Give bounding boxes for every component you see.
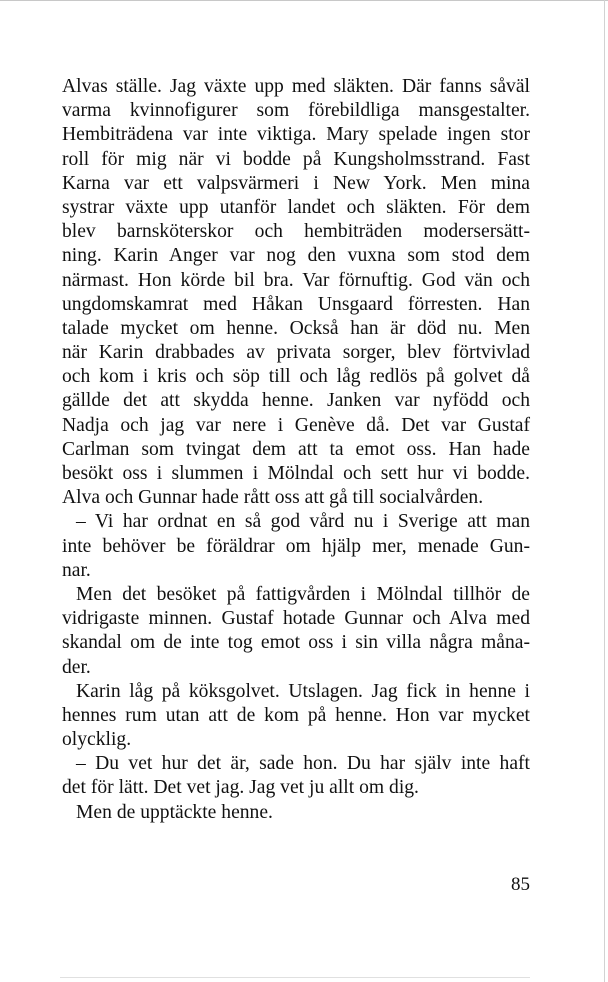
page-edge-top bbox=[0, 0, 608, 1]
text-line: systrar växte upp utanför landet och släkten. För dem bbox=[62, 196, 530, 218]
text-line: – Du vet hur det är, sade hon. Du har själv inte haft bbox=[76, 753, 530, 775]
text-line: gällde det att skydda henne. Janken var nyfödd och bbox=[62, 390, 530, 412]
text-line: Karna var ett valpsvärmeri i New York. Men mina bbox=[62, 172, 530, 194]
page-edge-right bbox=[604, 0, 605, 982]
text-line: hennes rum utan att de kom på henne. Hon var mycket bbox=[62, 704, 530, 726]
text-line: besökt oss i slummen i Mölndal och sett hur vi bodde. bbox=[62, 463, 530, 484]
text-line: Alva och Gunnar hade rått oss att gå till socialvården. bbox=[62, 487, 484, 509]
text-line: Alvas ställe. Jag växte upp med släkten. Där fanns såväl bbox=[62, 76, 530, 97]
text-line: det för lätt. Det vet jag. Jag vet ju allt om dig. bbox=[62, 777, 419, 799]
text-line: olycklig. bbox=[62, 729, 132, 751]
text-line: skandal om de inte tog emot oss i sin villa några måna- bbox=[62, 632, 530, 654]
text-line: varma kvinnofigurer som förebildliga mansgestalter. bbox=[62, 100, 530, 122]
text-line: nar. bbox=[62, 559, 91, 581]
text-line: närmast. Hon körde bil bra. Var förnuftig. God vän och bbox=[62, 269, 530, 291]
text-line: roll för mig när vi bodde på Kungsholmsstrand. Fast bbox=[62, 148, 530, 170]
text-line: Men det besöket på fattigvården i Mölndal tillhör de bbox=[76, 583, 530, 605]
text-line: Karin låg på köksgolvet. Utslagen. Jag fick in henne i bbox=[76, 680, 530, 702]
text-line: ungdomskamrat med Håkan Unsgaard förresten. Han bbox=[62, 293, 530, 315]
text-line: ning. Karin Anger var nog den vuxna som stod dem bbox=[62, 245, 530, 267]
text-line: Hembiträdena var inte viktiga. Mary spelade ingen stor bbox=[62, 124, 530, 146]
body-text bbox=[62, 75, 530, 825]
text-line: vidrigaste minnen. Gustaf hotade Gunnar och Alva med bbox=[62, 608, 530, 630]
text-line: Men de upptäckte henne. bbox=[76, 801, 273, 823]
text-line: och kom i kris och söp till och låg redlös på golvet då bbox=[62, 366, 530, 388]
text-line: inte behöver be föräldrar om hjälp mer, menade Gun- bbox=[62, 535, 530, 557]
page-edge-bottom bbox=[60, 977, 530, 978]
text-line: Carlman som tvingat dem att ta emot oss. Han hade bbox=[62, 438, 530, 460]
text-line: der. bbox=[62, 656, 91, 678]
text-line: blev barnsköterskor och hembiträden modersersätt- bbox=[62, 221, 530, 243]
text-line: – Vi har ordnat en så god vård nu i Sverige att man bbox=[76, 511, 530, 533]
page-number: 85 bbox=[511, 874, 530, 895]
text-line: när Karin drabbades av privata sorger, blev förtvivlad bbox=[62, 342, 530, 364]
text-line: Nadja och jag var nere i Genève då. Det var Gustaf bbox=[62, 414, 530, 436]
text-line: talade mycket om henne. Också han är död nu. Men bbox=[62, 317, 530, 339]
